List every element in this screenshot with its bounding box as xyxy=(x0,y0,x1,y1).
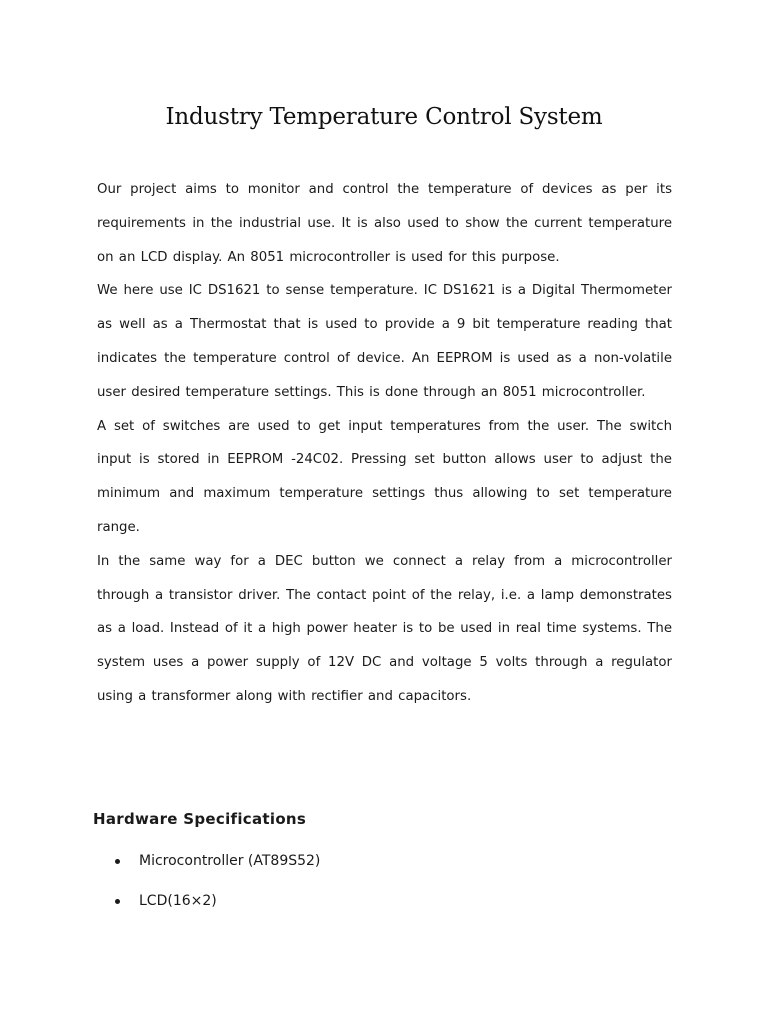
paragraph-relay: In the same way for a DEC button we connect a relay from a microcontroller through a transistor driver. The contact point of the relay, i.e. a lamp demonstrates as a load. Instead of it a high power heater is to be used in real time systems. The system uses a power supply of 12V DC and voltage 5 volts through a regulator using a transformer along with rectifier and capacitors. xyxy=(97,553,672,704)
list-item-label: Microcontroller (AT89S52) xyxy=(139,853,321,869)
hardware-list xyxy=(115,846,320,926)
list-item-label: LCD(16×2) xyxy=(139,893,217,909)
paragraph-switches: A set of switches are used to get input temperatures from the user. The switch input is stored in EEPROM -24C02. Pressing set button allows user to adjust the minimum and maximum temperature settings thus allowing to set temperature range. xyxy=(97,418,672,535)
paragraph-sensor: We here use IC DS1621 to sense temperature. IC DS1621 is a Digital Thermometer as well as a Thermostat that is used to provide a 9 bit temperature reading that indicates the temperature control of device. An EEPROM is used as a non-volatile user desired temperature settings. This is done through an 8051 microcontroller. xyxy=(97,283,672,400)
hardware-heading: Hardware Specifications xyxy=(93,810,307,828)
bullet-icon xyxy=(115,899,120,904)
document-title: Industry Temperature Control System xyxy=(165,104,603,130)
list-item xyxy=(115,846,320,886)
bullet-icon xyxy=(115,859,120,864)
list-item xyxy=(115,886,320,926)
paragraph-overview: Our project aims to monitor and control the temperature of devices as per its requirements in the industrial use. It is also used to show the current temperature on an LCD display. An 8051 microcontroller is used for this purpose. xyxy=(97,182,672,265)
document-body xyxy=(97,173,672,714)
